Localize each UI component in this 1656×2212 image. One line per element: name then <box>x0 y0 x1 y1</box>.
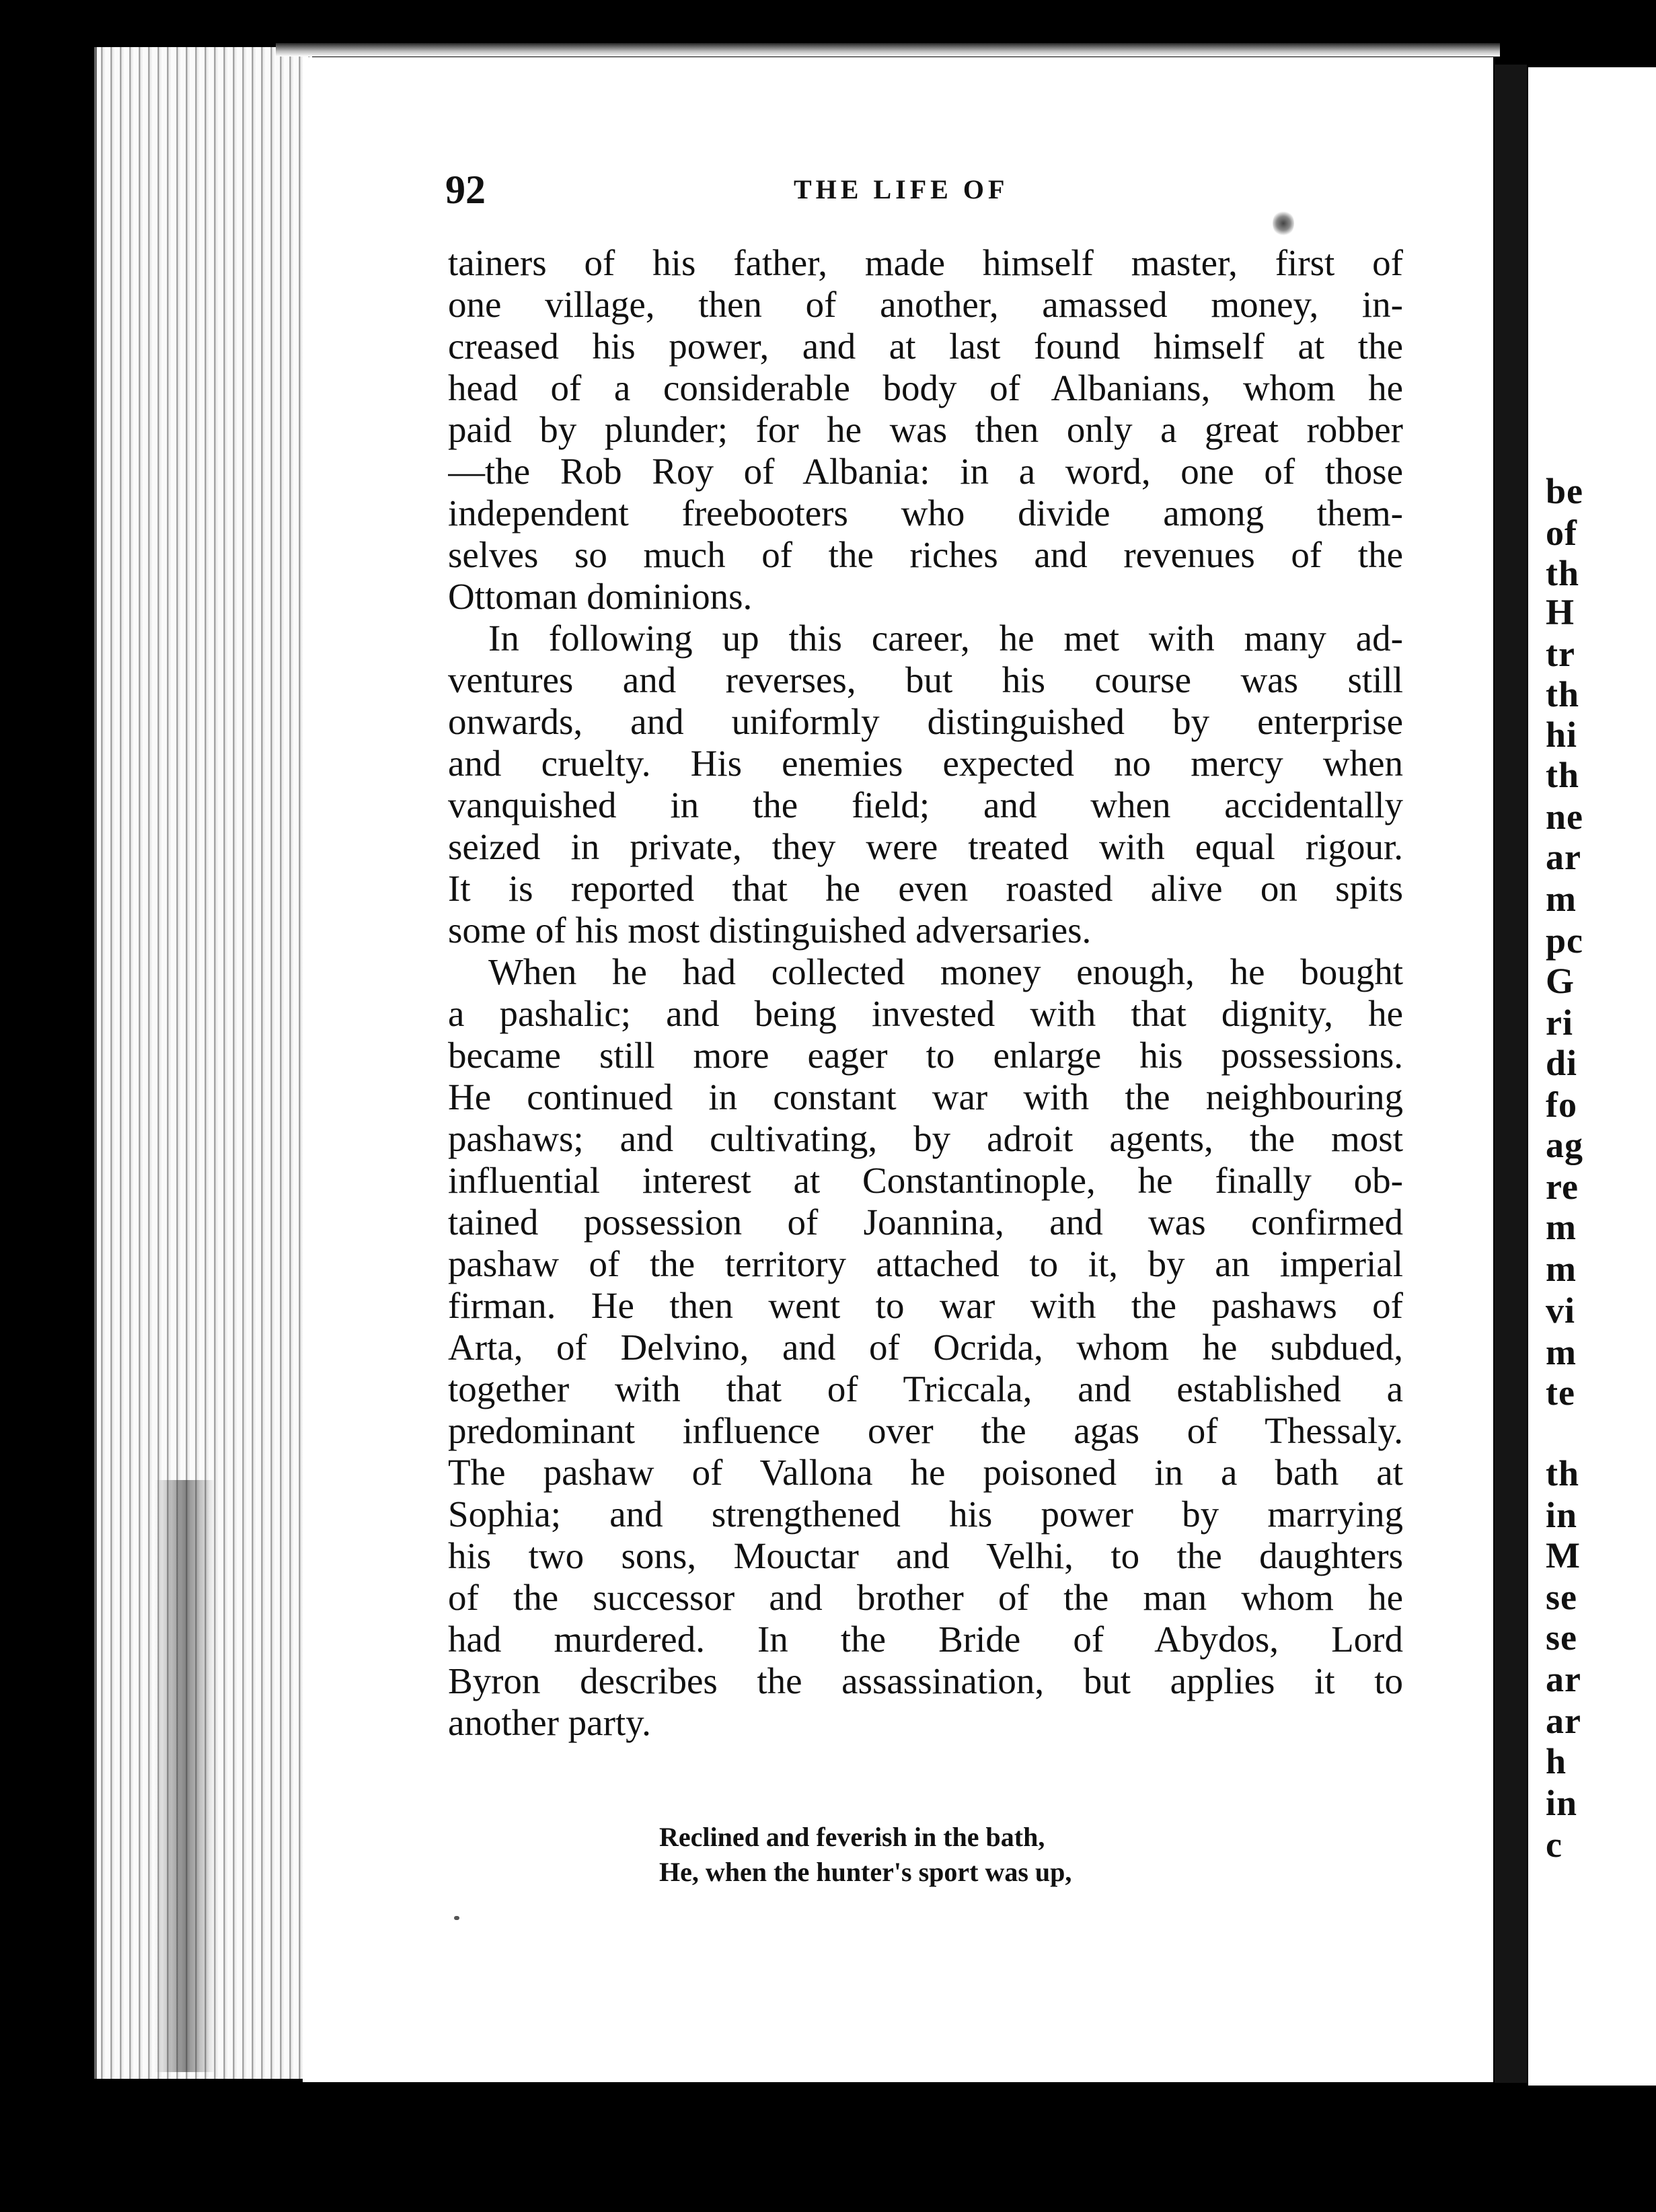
facing-page-fragment: vi <box>1546 1290 1576 1331</box>
facing-page-fragment: re <box>1546 1167 1579 1207</box>
text-line: He continued in constant war with the neighbouring <box>448 1076 1403 1117</box>
facing-page-fragment: th <box>1546 755 1580 795</box>
verse-quotation <box>659 1820 1265 1890</box>
text-line: vanquished in the field; and when accidentally <box>448 784 1403 825</box>
facing-page-fragment: G <box>1546 961 1575 1001</box>
facing-page-fragment: di <box>1546 1043 1578 1083</box>
ink-speck <box>1273 210 1294 237</box>
text-line: Sophia; and strengthened his power by marrying <box>448 1494 1403 1535</box>
text-line: a pashalic; and being invested with that dignity, he <box>448 993 1403 1034</box>
facing-page-fragment: m <box>1546 1207 1577 1247</box>
text-line: predominant influence over the agas of Thessaly. <box>448 1410 1403 1451</box>
facing-page-fragment: c <box>1546 1824 1563 1865</box>
facing-page-fragment: ri <box>1546 1002 1573 1043</box>
facing-page-fragment: pc <box>1546 920 1583 961</box>
text-line: influential interest at Constantinople, he finally ob- <box>448 1160 1403 1201</box>
facing-page-fragment: tr <box>1546 634 1575 674</box>
facing-page-fragment: th <box>1546 553 1580 593</box>
facing-page-fragment: th <box>1546 1453 1580 1494</box>
facing-page-fragment: th <box>1546 674 1580 714</box>
facing-page-fragment: te <box>1546 1372 1575 1413</box>
facing-page-fragment: se <box>1546 1577 1577 1617</box>
text-line: onwards, and uniformly distinguished by enterprise <box>448 701 1403 742</box>
text-line: together with that of Triccala, and established a <box>448 1368 1403 1409</box>
text-line: independent freebooters who divide among them- <box>448 492 1403 533</box>
text-line: —the Rob Roy of Albania: in a word, one of those <box>448 451 1403 492</box>
verse-line: Reclined and feverish in the bath, <box>659 1822 1045 1852</box>
text-line: his two sons, Mouctar and Velhi, to the daughters <box>448 1535 1403 1576</box>
text-line: It is reported that he even roasted alive on spits <box>448 868 1403 909</box>
verse-line: He, when the hunter's sport was up, <box>659 1857 1072 1887</box>
facing-page-fragment: be <box>1546 471 1583 511</box>
text-line: and cruelty. His enemies expected no mercy when <box>448 743 1403 784</box>
text-line: When he had collected money enough, he bought <box>488 951 1403 992</box>
page-edges-shadow <box>155 1480 215 2072</box>
facing-page-fragment: H <box>1546 592 1575 632</box>
facing-page-fragment: ar <box>1546 1659 1581 1699</box>
text-line: another party. <box>448 1702 651 1743</box>
text-line: Arta, of Delvino, and of Ocrida, whom he subdued, <box>448 1327 1403 1368</box>
text-line: seized in private, they were treated with equal rigour. <box>448 826 1403 867</box>
facing-page-fragment: hi <box>1546 714 1578 755</box>
facing-page-fragment: se <box>1546 1617 1577 1658</box>
text-line: pashaw of the territory attached to it, by an imperial <box>448 1243 1403 1284</box>
text-line: selves so much of the riches and revenues of the <box>448 534 1403 575</box>
running-title: THE LIFE OF <box>794 174 1009 205</box>
text-line: pashaws; and cultivating, by adroit agents, the most <box>448 1118 1403 1159</box>
facing-page-fragment: fo <box>1546 1084 1577 1125</box>
facing-page-fragment: ag <box>1546 1125 1583 1165</box>
facing-page-fragment: in <box>1546 1783 1578 1823</box>
text-line: had murdered. In the Bride of Abydos, Lord <box>448 1619 1403 1660</box>
facing-page-fragment: m <box>1546 879 1577 919</box>
text-line: Byron describes the assassination, but applies it to <box>448 1660 1403 1701</box>
facing-page-fragment: of <box>1546 513 1577 553</box>
text-line: of the successor and brother of the man whom he <box>448 1577 1403 1618</box>
facing-page-fragment: m <box>1546 1249 1577 1289</box>
ink-dot <box>454 1916 459 1920</box>
text-line: firman. He then went to war with the pashaws of <box>448 1285 1403 1326</box>
text-line: became still more eager to enlarge his possessions. <box>448 1035 1403 1076</box>
text-line: head of a considerable body of Albanians, whom he <box>448 367 1403 408</box>
book-gutter <box>1495 65 1527 2083</box>
facing-page-fragment: in <box>1546 1495 1578 1535</box>
text-line: In following up this career, he met with many ad- <box>488 618 1403 659</box>
facing-page-fragment: M <box>1546 1535 1581 1576</box>
facing-page-fragment: ar <box>1546 1701 1581 1741</box>
facing-page-fragment: ne <box>1546 797 1583 837</box>
text-line: one village, then of another, amassed money, in- <box>448 284 1403 325</box>
page-number: 92 <box>445 168 486 212</box>
text-line: some of his most distinguished adversaries. <box>448 910 1092 951</box>
facing-page-fragment: h <box>1546 1741 1567 1781</box>
body-text <box>448 242 1403 1744</box>
text-line: paid by plunder; for he was then only a great robber <box>448 409 1403 450</box>
page-top-edge <box>276 43 1500 57</box>
facing-page-fragment: ar <box>1546 837 1581 877</box>
text-line: creased his power, and at last found himself at the <box>448 326 1403 367</box>
text-line: tainers of his father, made himself master, first of <box>448 242 1403 283</box>
text-line: The pashaw of Vallona he poisoned in a bath at <box>448 1452 1403 1493</box>
text-line: tained possession of Joannina, and was confirmed <box>448 1202 1403 1243</box>
text-line: ventures and reverses, but his course was still <box>448 659 1403 700</box>
text-line: Ottoman dominions. <box>448 576 753 617</box>
facing-page-fragment: m <box>1546 1332 1577 1372</box>
